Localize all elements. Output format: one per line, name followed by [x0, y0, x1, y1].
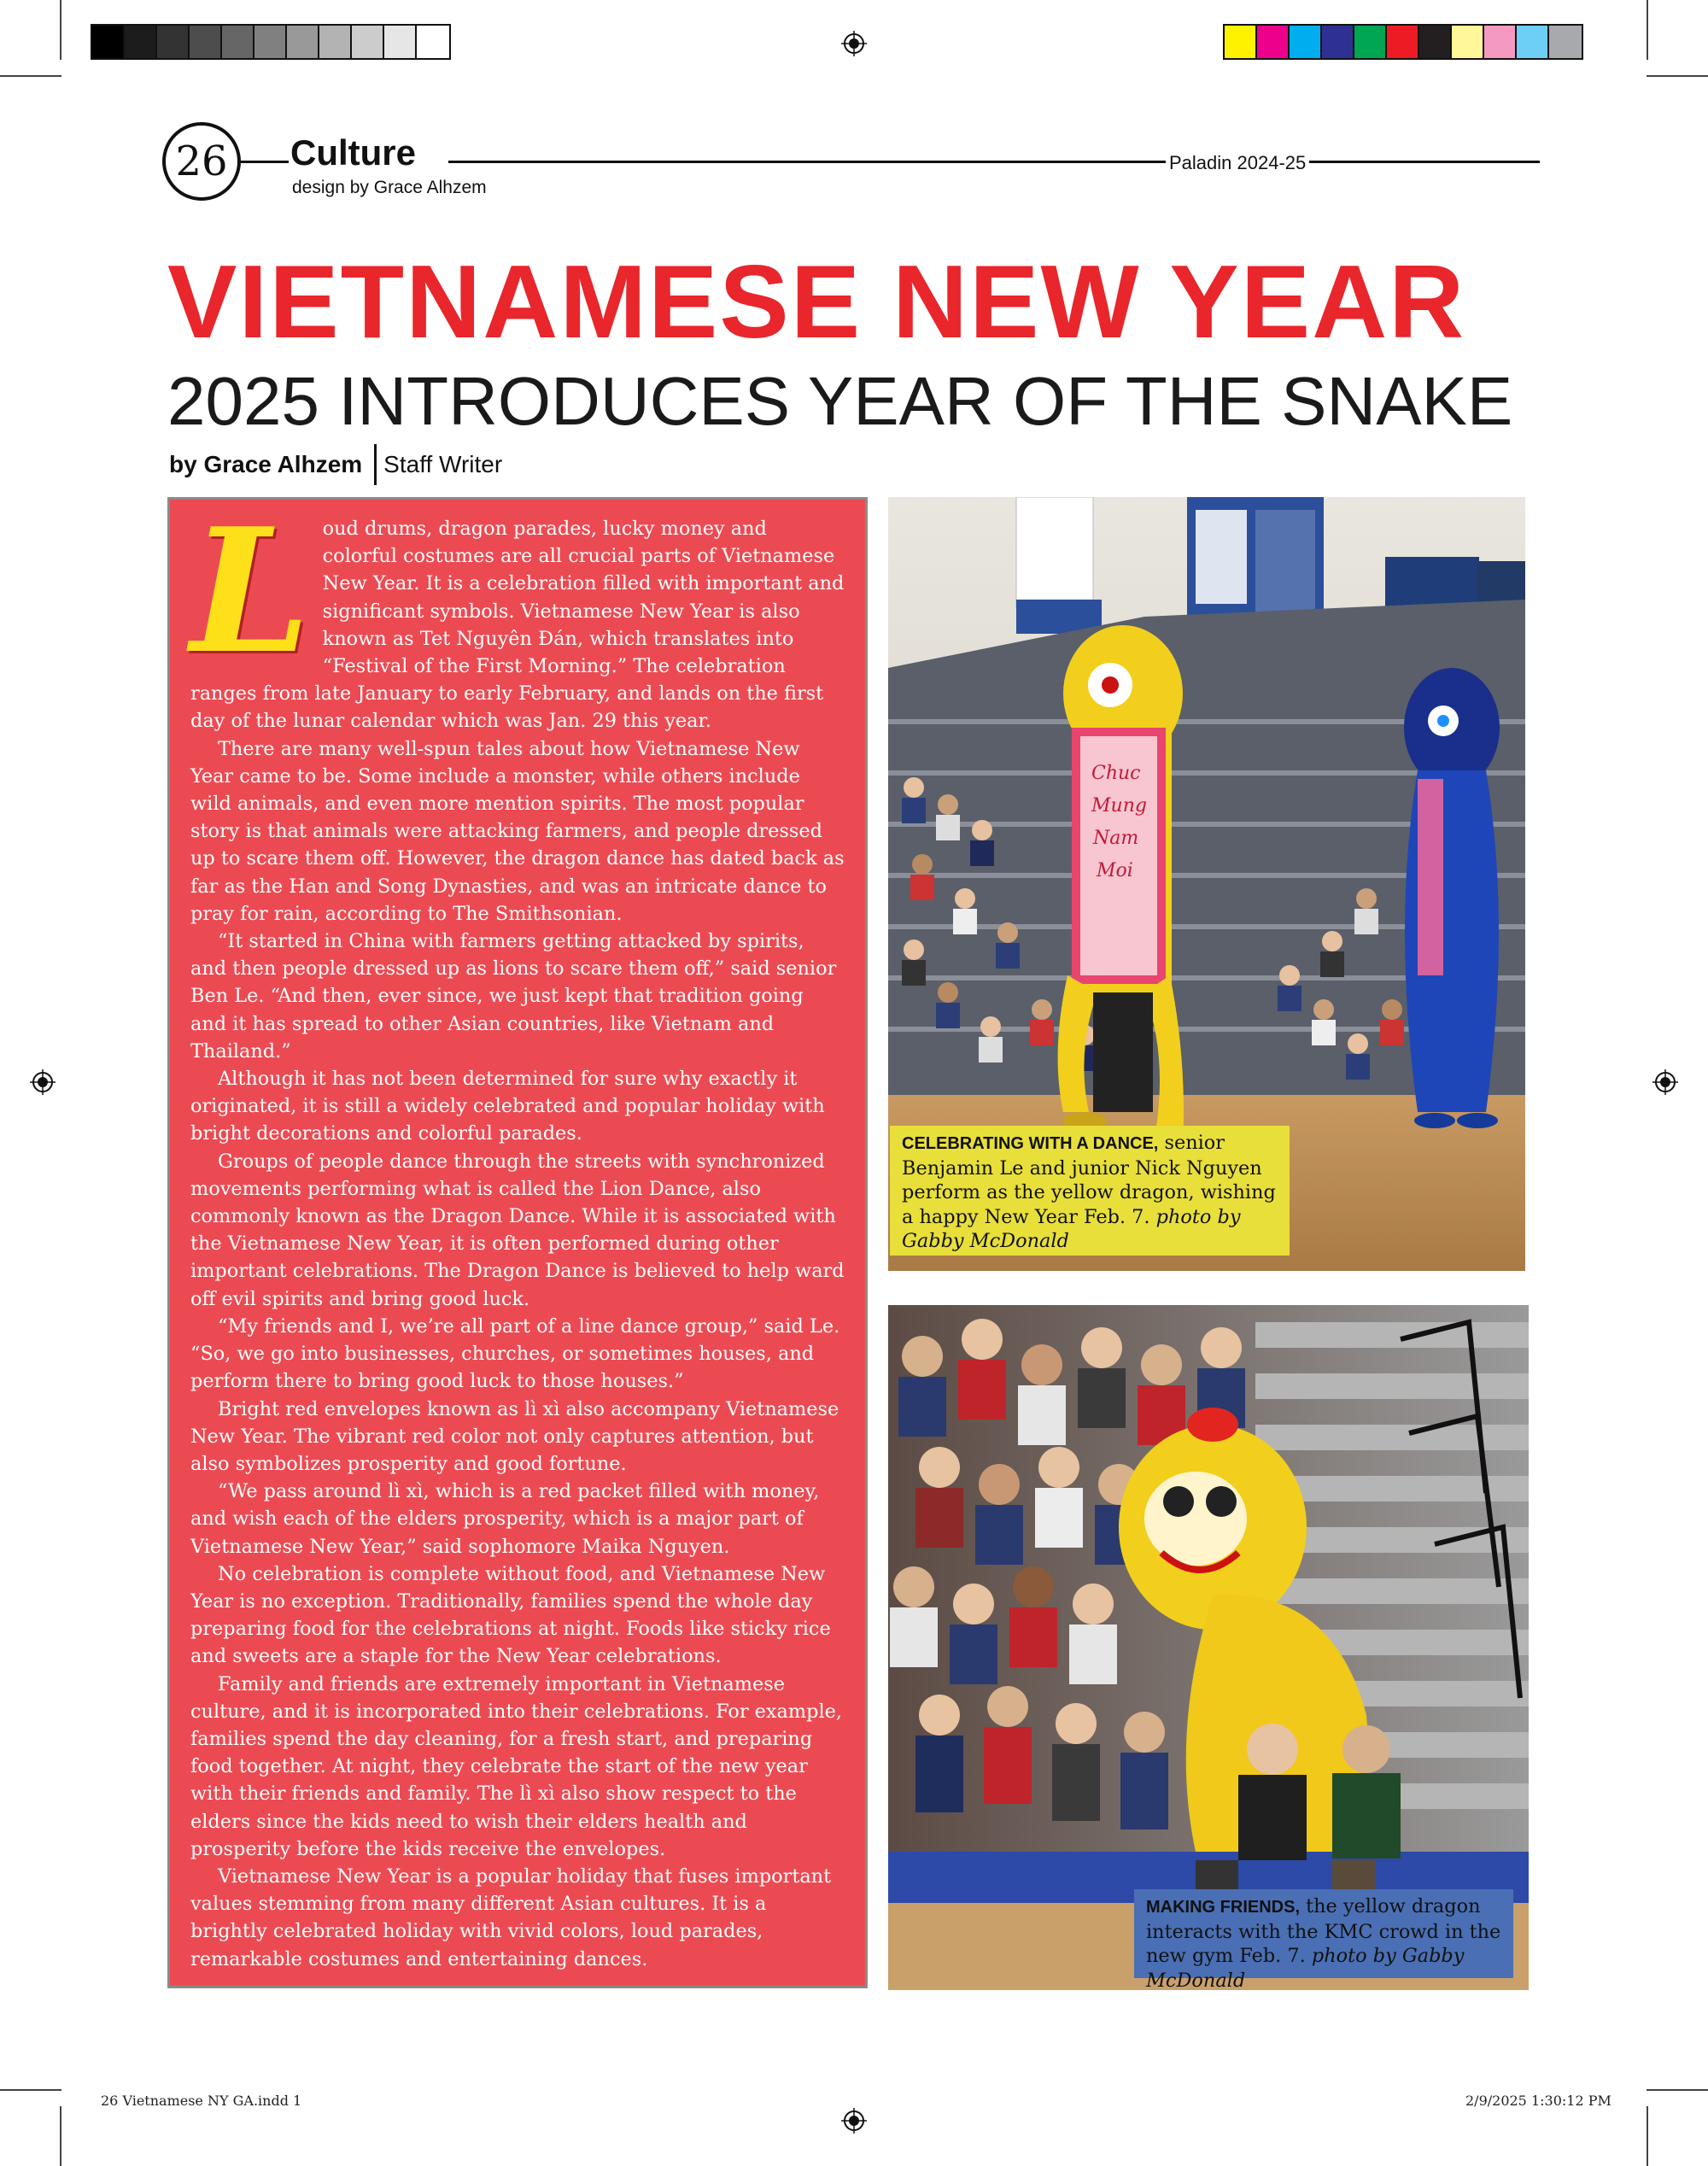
color-swatch: [190, 26, 222, 58]
color-swatch: [125, 26, 157, 58]
article-paragraph: “It started in China with farmers getting attacked by spirits, and then people dressed up as lions to scare them off,” said senior Ben Le. “And then, ever since, we just kept that tradition going and it has spread to other Asian countries, like Vietnam and Thailand.”: [190, 930, 837, 1063]
color-swatch: [1257, 26, 1290, 58]
photo-dragon-crowd: [888, 1305, 1529, 1990]
crop-mark: [1647, 2106, 1648, 2166]
first-paragraph-text: oud drums, dragon parades, lucky money and colorful costumes are all crucial parts of Vietnamese New Year. It is a celebration filled with important and significant symbols. Vietnamese New Year is also known as Tet Nguyên Đán, which translates into “Festival of the First Morning.” The celebration ranges from late January to early February, and lands on the first day of the lunar calendar which was Jan. 29 this year.: [190, 518, 845, 733]
crop-mark: [0, 2089, 61, 2091]
color-swatch: [1387, 26, 1419, 58]
article-paragraph: Groups of people dance through the streets with synchronized movements performing what is called the Lion Dance, also commonly known as the Dragon Dance. While it is associated with the Vietnamese New Year, it is often performed during other important celebrations. The Dragon Dance is believed to help ward off evil spirits and bring good luck.: [190, 1150, 845, 1310]
crop-mark: [60, 2106, 61, 2166]
photo-caption-1: [890, 1126, 1290, 1256]
article-paragraph: Although it has not been determined for sure why exactly it originated, it is still a widely celebrated and popular holiday with bright decorations and colorful parades.: [190, 1068, 825, 1145]
photo-caption-2: [1134, 1889, 1513, 1992]
section-title: Culture: [290, 132, 416, 173]
crop-mark: [1647, 2089, 1708, 2091]
color-swatch: [1419, 26, 1452, 58]
drop-cap: L: [190, 497, 311, 692]
color-swatch: [157, 26, 190, 58]
color-swatch: [1225, 26, 1257, 58]
timestamp-slug: 2/9/2025 1:30:12 PM: [1465, 2093, 1611, 2109]
banner-word: Moi: [1097, 860, 1133, 881]
caption-lead: MAKING FRIENDS,: [1146, 1898, 1300, 1917]
publication-name: Paladin 2024-25: [1166, 152, 1309, 174]
article-paragraph: Vietnamese New Year is a popular holiday that fuses important values stemming from many different Asian cultures. It is a brightly celebrated holiday with vivid colors, loud parades, remarkable costumes and entertaining dances.: [190, 1865, 832, 1970]
color-swatch: [92, 26, 125, 58]
registration-crosshair-icon: [1652, 1069, 1678, 1095]
color-swatch: [1517, 26, 1549, 58]
article-paragraph: There are many well-spun tales about how Vietnamese New Year came to be. Some include a monster, while others include wild animals, and even more mention spirits. The most popular story is that animals were attacking farmers, and people dressed up to scare them off. However, the dragon dance has dated back as far as the Han and Song Dynasties, and was an intricate dance to pray for rain, according to The Smithsonian.: [190, 737, 845, 925]
design-credit: design by Grace Alhzem: [292, 178, 487, 197]
article-paragraph: Family and friends are extremely important in Vietnamese culture, and it is incorporated into their celebrations. For example, families spend the day cleaning, for a fresh start, and preparing food together. At night, they celebrate the start of the new year with their friends and family. The lì xì also show respect to the elders since the kids need to wish their elders health and prosperity before the kids receive the envelopes.: [190, 1672, 842, 1860]
color-swatch: [1354, 26, 1387, 58]
subheadline: 2025 INTRODUCES YEAR OF THE SNAKE: [167, 363, 1513, 439]
headline: VIETNAMESE NEW YEAR: [167, 243, 1466, 360]
color-swatch: [1290, 26, 1322, 58]
banner-word: Chuc: [1091, 763, 1141, 784]
file-slug: 26 Vietnamese NY GA.indd 1: [101, 2093, 302, 2109]
page-number: 26: [162, 122, 241, 201]
crop-mark: [1647, 75, 1708, 77]
article-paragraph: No celebration is complete without food, and Vietnamese New Year is no exception. Traditionally, families spend the whole day preparing food for the celebrations at night. Foods like sticky rice and sweets are a staple for the New Year celebrations.: [190, 1562, 831, 1668]
color-swatch: [254, 26, 287, 58]
color-swatch: [352, 26, 384, 58]
grayscale-color-bar: [91, 24, 451, 60]
color-swatch: [222, 26, 254, 58]
photo-credit: photo by Gabby McDonald: [902, 1205, 1241, 1252]
photo-credit: photo by Gabby McDonald: [1146, 1945, 1465, 1992]
registration-crosshair-icon: [30, 1069, 56, 1095]
banner-word: Nam: [1093, 828, 1139, 849]
article-paragraph: “We pass around lì xì, which is a red packet filled with money, and wish each of the elders prosperity, which is a major part of Vietnamese New Year,” said sophomore Maika Nguyen.: [190, 1480, 820, 1558]
color-swatch: [287, 26, 319, 58]
registration-crosshair-icon: [841, 2108, 867, 2134]
color-swatch: [1549, 26, 1582, 58]
color-swatch: [384, 26, 417, 58]
banner-word: Mung: [1091, 795, 1147, 817]
color-swatch: [1322, 26, 1354, 58]
caption-text: senior Benjamin Le and junior Nick Nguyen perform as the yellow dragon, wishing a happy New Year Feb. 7.: [902, 1132, 1276, 1228]
byline-divider: [374, 444, 377, 485]
crop-mark: [60, 0, 61, 60]
color-swatch: [417, 26, 449, 58]
caption-lead: CELEBRATING WITH A DANCE,: [902, 1134, 1159, 1153]
color-swatch: [319, 26, 352, 58]
dragon-crowd-illustration: [888, 1305, 1529, 1990]
article-paragraph: “My friends and I, we’re all part of a line dance group,” said Le. “So, we go into businesses, churches, or sometimes houses, and perform there to bring good luck to those houses.”: [190, 1314, 840, 1393]
color-swatch: [1484, 26, 1517, 58]
color-swatch: [1452, 26, 1484, 58]
header-rule: [448, 161, 1540, 163]
article-paragraph: Bright red envelopes known as lì xì also accompany Vietnamese New Year. The vibrant red color not only captures attention, but also symbolizes prosperity and good fortune.: [190, 1397, 839, 1475]
registration-crosshair-icon: [841, 31, 867, 56]
process-color-bar: [1223, 24, 1583, 60]
byline-name: by Grace Alhzem: [169, 451, 363, 477]
article-body: [167, 497, 868, 1988]
caption-text: the yellow dragon interacts with the KMC crowd in the new gym Feb. 7.: [1146, 1895, 1501, 1967]
article-paragraph: [190, 497, 845, 735]
crop-mark: [1647, 0, 1648, 60]
header-rule-left: [241, 161, 289, 163]
byline: [169, 444, 502, 485]
byline-role: Staff Writer: [383, 451, 503, 477]
crop-mark: [0, 75, 61, 77]
